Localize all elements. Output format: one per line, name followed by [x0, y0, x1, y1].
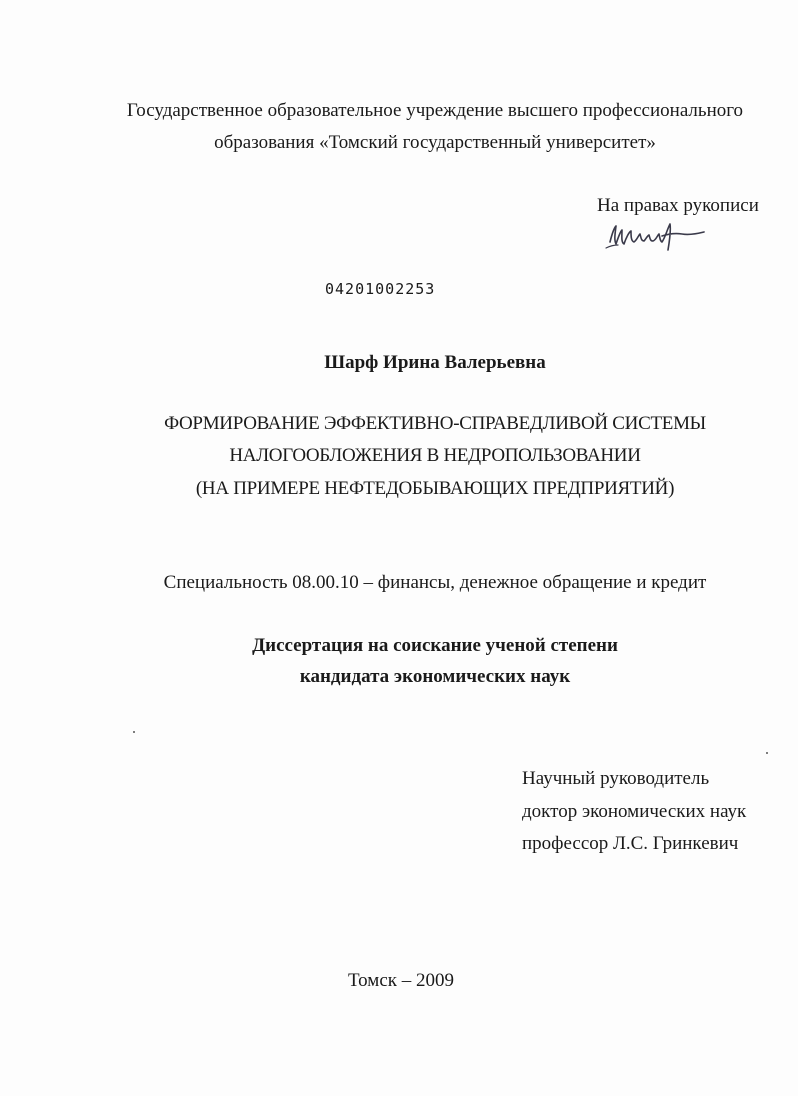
institution-line-1: Государственное образовательное учреждение высшего профессионального — [126, 100, 744, 121]
city-year: Томск – 2009 — [347, 970, 454, 991]
supervisor-name: профессор Л.С. Гринкевич — [522, 833, 739, 854]
handwritten-signature — [604, 216, 708, 256]
supervisor-role: Научный руководитель — [522, 768, 710, 789]
title-line-1: ФОРМИРОВАНИЕ ЭФФЕКТИВНО-СПРАВЕДЛИВОЙ СИСТЕМЫ — [164, 413, 706, 434]
scan-speck — [766, 752, 768, 754]
title-line-3: (НА ПРИМЕРЕ НЕФТЕДОБЫВАЮЩИХ ПРЕДПРИЯТИЙ) — [195, 478, 675, 499]
scan-speck — [133, 731, 135, 733]
institution-line-2: образования «Томский государственный университет» — [214, 132, 656, 153]
specialty: Специальность 08.00.10 – финансы, денежное обращение и кредит — [163, 572, 707, 593]
manuscript-note: На правах рукописи — [597, 195, 759, 216]
degree-line-1: Диссертация на соискание ученой степени — [252, 635, 618, 656]
serial-number: 04201002253 — [325, 280, 436, 298]
title-line-2: НАЛОГООБЛОЖЕНИЯ В НЕДРОПОЛЬЗОВАНИИ — [229, 445, 641, 466]
author-name: Шарф Ирина Валерьевна — [324, 352, 546, 373]
supervisor-degree: доктор экономических наук — [522, 801, 747, 822]
degree-line-2: кандидата экономических наук — [299, 666, 571, 687]
